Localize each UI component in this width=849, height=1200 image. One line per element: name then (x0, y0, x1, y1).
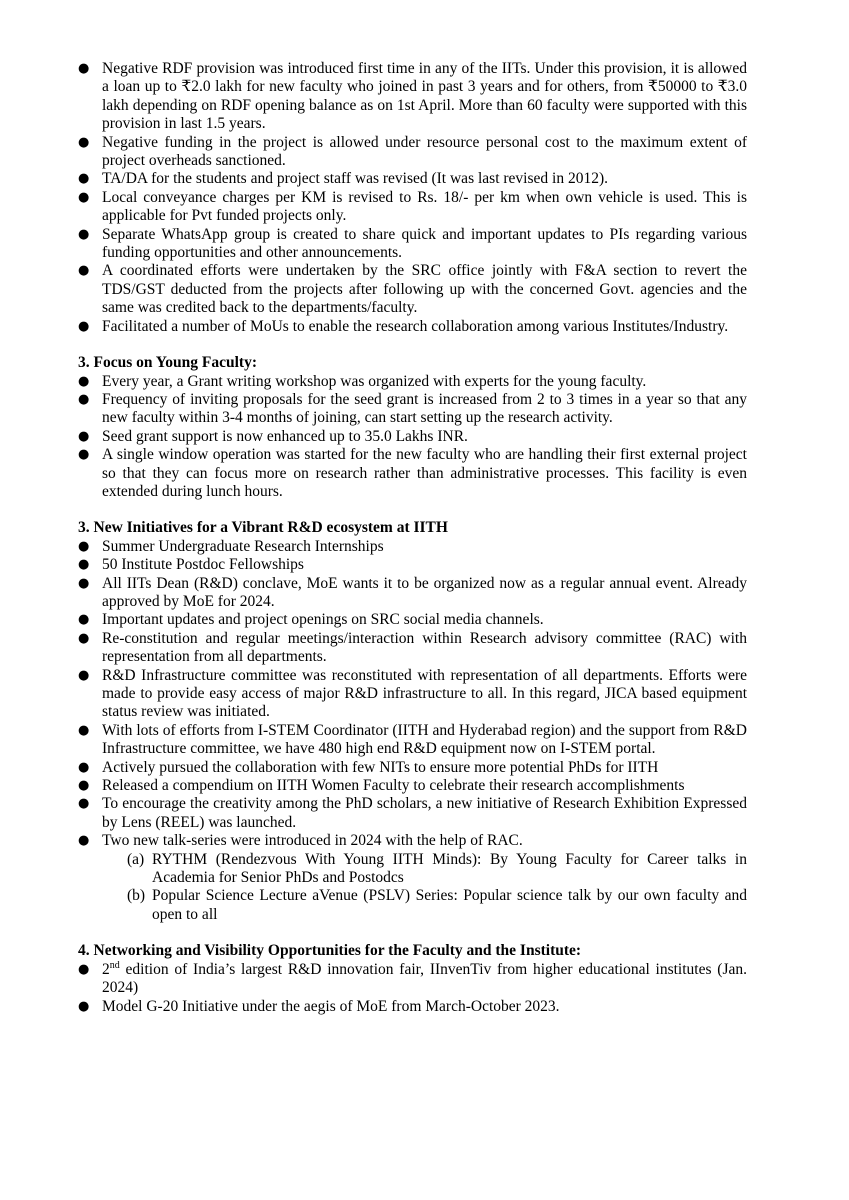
bullet-icon: ● (78, 373, 90, 389)
bullet-icon: ● (78, 447, 90, 463)
list-item: ● A coordinated efforts were undertaken by the SRC office jointly with F&A section to revert the TDS/GST deducted from the projects after following up with the concerned Govt. agencies and the same was credited back to the departments/faculty. (78, 262, 747, 317)
list-item: ● Negative RDF provision was introduced first time in any of the IITs. Under this provision, it is allowed a loan up to ₹2.0 lakh for new faculty who joined in past 3 years and for others, from ₹50000 to ₹3.0 lakh depending on RDF opening balance as on 1st April. More than 60 faculty were supported with this provision in last 1.5 years. (78, 60, 747, 133)
list-item: ● 2nd edition of India’s largest R&D innovation fair, IInvenTiv from higher educational institutes (Jan. 2024) (78, 959, 747, 997)
list-item: ● A single window operation was started for the new faculty who are handling their first external project so that they can focus more on research rather than administrative processes. This facility is even extended during lunch hours. (78, 446, 747, 500)
list-item: ● Released a compendium on IITH Women Faculty to celebrate their research accomplishments (78, 777, 685, 795)
bullet-icon: ● (78, 391, 90, 407)
bullet-icon: ● (78, 667, 90, 683)
list-item: ● To encourage the creativity among the PhD scholars, a new initiative of Research Exhibition Expressed by Lens (REEL) was launched. (78, 795, 747, 831)
list-item: ● Facilitated a number of MoUs to enable the research collaboration among various Institutes/Industry. (78, 317, 729, 335)
list-item: ● Important updates and project openings on SRC social media channels. (78, 611, 544, 629)
bullet-icon: ● (78, 778, 90, 794)
list-item: ● Summer Undergraduate Research Internships (78, 537, 384, 555)
new-initiatives-bullet-list (0, 538, 849, 851)
bullet-icon: ● (78, 171, 90, 187)
bullet-icon: ● (78, 796, 90, 812)
networking-bullet-list (0, 961, 849, 1016)
list-item: ● Negative funding in the project is allowed under resource personal cost to the maximum extent of project overheads sanctioned. (78, 133, 747, 170)
bullet-icon: ● (78, 998, 90, 1014)
bullet-icon: ● (78, 612, 90, 628)
section-heading-young-faculty: 3. Focus on Young Faculty: (78, 354, 257, 372)
bullet-icon: ● (78, 833, 90, 849)
sub-list-item: (a) RYTHM (Rendezvous With Young IITH Minds): By Young Faculty for Career talks in Academia for Senior PhDs and Postodcs (127, 850, 747, 887)
bullet-icon: ● (78, 538, 90, 554)
sub-list-marker: (b) (127, 887, 146, 905)
list-item: ● Actively pursued the collaboration with few NITs to ensure more potential PhDs for IITH (78, 758, 659, 776)
list-item: ● Separate WhatsApp group is created to share quick and important updates to PIs regarding various funding opportunities and other announcements. (78, 225, 747, 262)
bullet-icon: ● (78, 575, 90, 591)
list-item: ● TA/DA for the students and project staff was revised (It was last revised in 2012). (78, 170, 608, 188)
young-faculty-bullet-list (0, 373, 849, 502)
bullet-icon: ● (78, 318, 90, 334)
list-item: ● Local conveyance charges per KM is revised to Rs. 18/- per km when own vehicle is used. This is applicable for Pvt funded projects only. (78, 188, 747, 225)
list-item: ● Every year, a Grant writing workshop was organized with experts for the young faculty. (78, 372, 647, 390)
sub-list-marker: (a) (127, 850, 145, 868)
bullet-icon: ● (78, 557, 90, 573)
bullet-icon: ● (78, 722, 90, 738)
list-item: ● R&D Infrastructure committee was reconstituted with representation of all departments. Efforts were made to provide easy access of major R&D infrastructure to all. In this regard, JICA based equipment status review was initiated. (78, 666, 747, 721)
bullet-icon: ● (78, 428, 90, 444)
list-item: ● Re-constitution and regular meetings/interaction within Research advisory committee (RAC) with representation from all departments. (78, 629, 747, 666)
talk-series-sub-list (0, 851, 849, 925)
bullet-icon: ● (78, 263, 90, 279)
document-page (0, 60, 849, 1016)
section-heading-new-initiatives: 3. New Initiatives for a Vibrant R&D ecosystem at IITH (78, 519, 448, 537)
list-item: ● 50 Institute Postdoc Fellowships (78, 556, 304, 574)
bullet-icon: ● (78, 630, 90, 646)
bullet-icon: ● (78, 961, 90, 977)
list-item: ● Frequency of inviting proposals for the seed grant is increased from 2 to 3 times in a year so that any new faculty within 3-4 months of joining, can start setting up the research activity. (78, 390, 747, 427)
list-item: ● All IITs Dean (R&D) conclave, MoE wants it to be organized now as a regular annual event. Already approved by MoE for 2024. (78, 574, 747, 610)
bullet-icon: ● (78, 226, 90, 242)
section-heading-networking: 4. Networking and Visibility Opportunities for the Faculty and the Institute: (78, 942, 582, 960)
list-item: ● With lots of efforts from I-STEM Coordinator (IITH and Hyderabad region) and the support from R&D Infrastructure committee, we have 480 high end R&D equipment now on I-STEM portal. (78, 721, 747, 758)
bullet-icon: ● (78, 61, 90, 76)
bullet-icon: ● (78, 759, 90, 775)
list-item: ● Two new talk-series were introduced in 2024 with the help of RAC. (78, 832, 523, 850)
bullet-icon: ● (78, 189, 90, 205)
list-item: ● Model G-20 Initiative under the aegis of MoE from March-October 2023. (78, 997, 560, 1015)
list-item: ● Seed grant support is now enhanced up to 35.0 Lakhs INR. (78, 427, 468, 445)
sub-list-item: (b) Popular Science Lecture aVenue (PSLV) Series: Popular science talk by our own faculty and open to all (127, 887, 747, 923)
bullet-icon: ● (78, 134, 90, 150)
intro-bullet-list (0, 60, 849, 336)
